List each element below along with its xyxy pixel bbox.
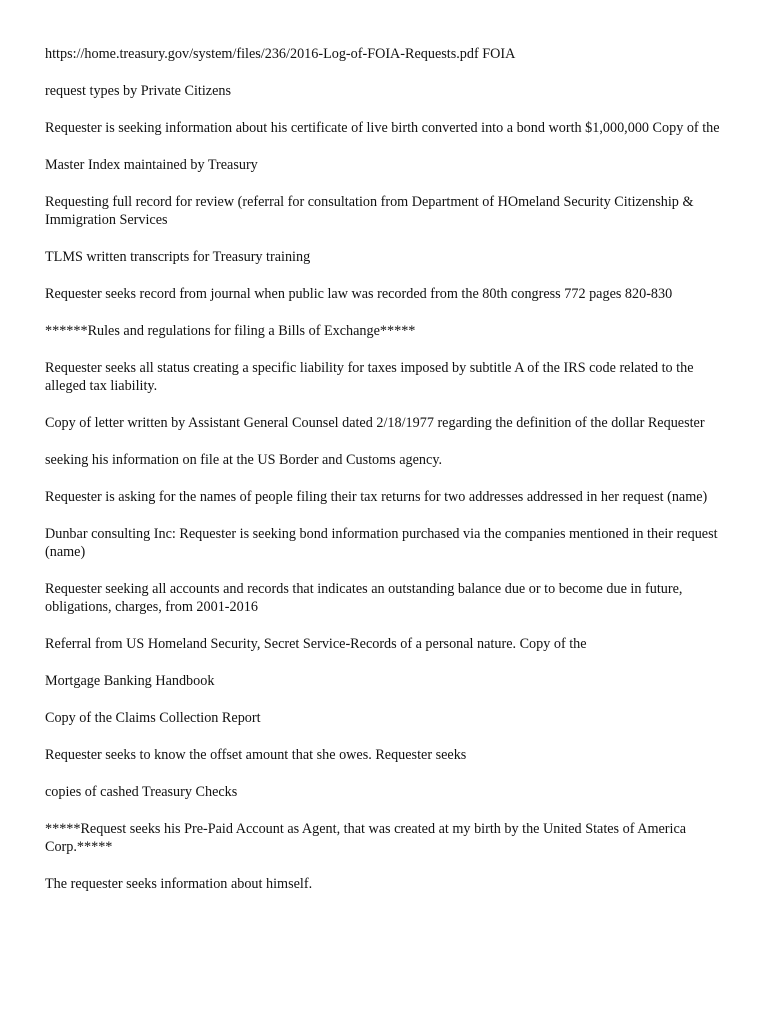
paragraph: *****Request seeks his Pre-Paid Account as Agent, that was created at my birth by the United States of America Corp.*****: [45, 821, 687, 855]
paragraph: copies of cashed Treasury Checks: [45, 784, 238, 800]
paragraph: Requester seeks record from journal when public law was recorded from the 80th congress 772 pages 820-830: [45, 286, 673, 302]
paragraph: Dunbar consulting Inc: Requester is seeking bond information purchased via the companies mentioned in their request (name): [45, 526, 718, 560]
paragraph: Requester seeks to know the offset amount that she owes. Requester seeks: [45, 747, 467, 763]
paragraph: Copy of letter written by Assistant General Counsel dated 2/18/1977 regarding the definition of the dollar Requester: [45, 415, 705, 431]
paragraph: seeking his information on file at the US Border and Customs agency.: [45, 452, 443, 468]
paragraph: Mortgage Banking Handbook: [45, 673, 215, 689]
paragraph-source-url: https://home.treasury.gov/system/files/236/2016-Log-of-FOIA-Requests.pdf FOIA: [45, 46, 516, 62]
paragraph: The requester seeks information about himself.: [45, 876, 313, 892]
paragraph: Requester is seeking information about his certificate of live birth converted into a bond worth $1,000,000 Copy of the: [45, 120, 720, 136]
paragraph: Master Index maintained by Treasury: [45, 157, 258, 173]
paragraph: Referral from US Homeland Security, Secret Service-Records of a personal nature. Copy of the: [45, 636, 587, 652]
paragraph: ******Rules and regulations for filing a Bills of Exchange*****: [45, 323, 416, 339]
paragraph: Requester seeking all accounts and records that indicates an outstanding balance due or to become due in future, obligations, charges, from 2001-2016: [45, 581, 683, 615]
paragraph: Requesting full record for review (referral for consultation from Department of HOmeland Security Citizenship & Immigration Services: [45, 194, 694, 228]
paragraph: TLMS written transcripts for Treasury training: [45, 249, 311, 265]
paragraph: request types by Private Citizens: [45, 83, 231, 99]
paragraph: Requester is asking for the names of people filing their tax returns for two addresses addressed in her request (name): [45, 489, 708, 505]
paragraph: Requester seeks all status creating a specific liability for taxes imposed by subtitle A of the IRS code related to the alleged tax liability.: [45, 360, 694, 394]
paragraph: Copy of the Claims Collection Report: [45, 710, 261, 726]
